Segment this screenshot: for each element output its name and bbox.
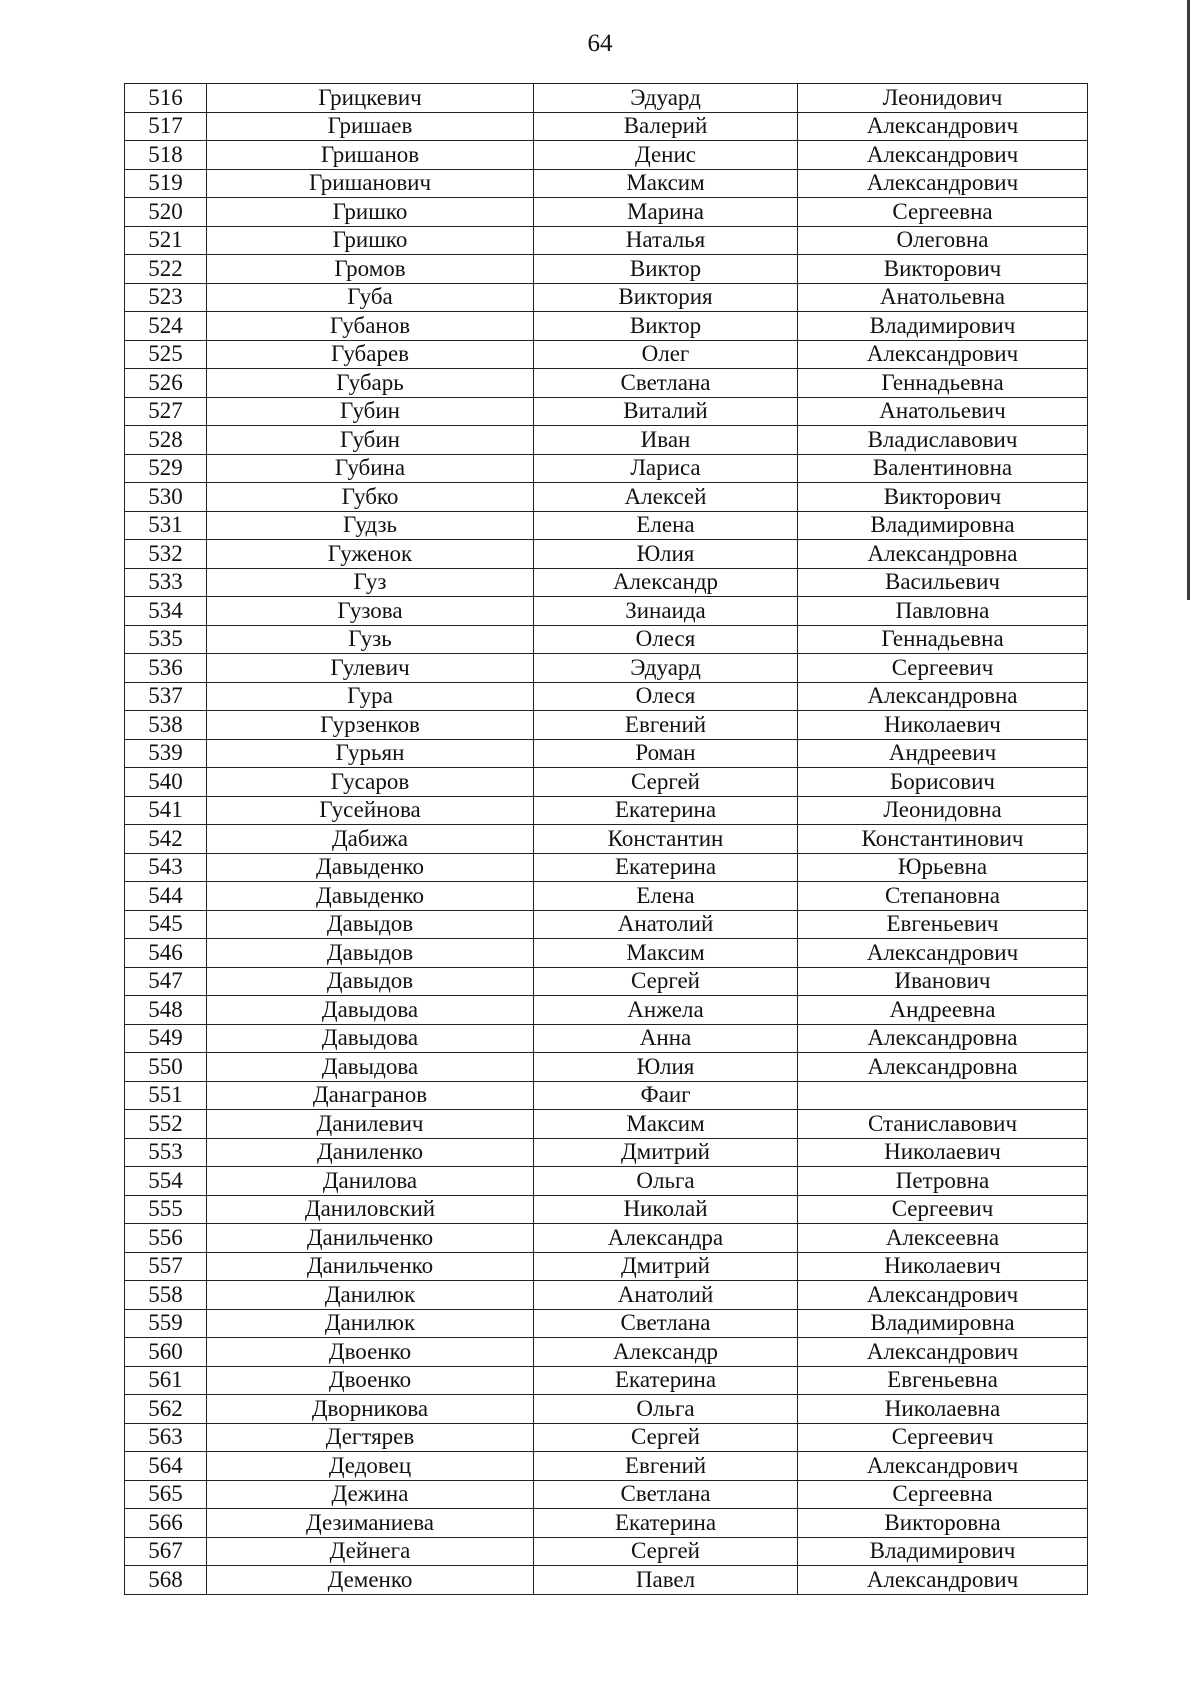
row-number-cell: 568 [125,1566,207,1595]
patronymic-cell: Сергеевич [798,1423,1088,1452]
last-name-cell: Давыдова [207,1053,534,1082]
scan-edge-line [1187,0,1190,600]
table-row [125,1167,1088,1196]
first-name-cell: Максим [534,1110,798,1139]
row-number-cell: 558 [125,1281,207,1310]
patronymic-cell: Валентиновна [798,454,1088,483]
table-row [125,1138,1088,1167]
row-number-cell: 531 [125,511,207,540]
first-name-cell: Фаиг [534,1081,798,1110]
row-number-cell: 556 [125,1224,207,1253]
first-name-cell: Александр [534,1338,798,1367]
patronymic-cell: Владиславович [798,426,1088,455]
last-name-cell: Давыдова [207,1024,534,1053]
first-name-cell: Марина [534,198,798,227]
patronymic-cell: Владимировна [798,511,1088,540]
row-number-cell: 517 [125,112,207,141]
last-name-cell: Дезиманиева [207,1509,534,1538]
names-table-body [125,84,1088,1595]
row-number-cell: 535 [125,625,207,654]
table-row [125,397,1088,426]
first-name-cell: Сергей [534,1537,798,1566]
first-name-cell: Виктор [534,312,798,341]
patronymic-cell: Константинович [798,825,1088,854]
row-number-cell: 541 [125,796,207,825]
last-name-cell: Данилюк [207,1309,534,1338]
row-number-cell: 547 [125,967,207,996]
patronymic-cell: Андреевич [798,739,1088,768]
table-row [125,1081,1088,1110]
first-name-cell: Елена [534,882,798,911]
row-number-cell: 567 [125,1537,207,1566]
last-name-cell: Давыдов [207,910,534,939]
last-name-cell: Губина [207,454,534,483]
table-row [125,369,1088,398]
patronymic-cell: Борисович [798,768,1088,797]
table-row [125,1053,1088,1082]
row-number-cell: 545 [125,910,207,939]
patronymic-cell: Леонидовна [798,796,1088,825]
first-name-cell: Ольга [534,1395,798,1424]
first-name-cell: Сергей [534,1423,798,1452]
first-name-cell: Екатерина [534,853,798,882]
table-row [125,340,1088,369]
first-name-cell: Дмитрий [534,1252,798,1281]
page-number: 64 [587,30,613,57]
patronymic-cell: Владимировна [798,1309,1088,1338]
table-row [125,226,1088,255]
patronymic-cell: Александрович [798,112,1088,141]
patronymic-cell: Александровна [798,1024,1088,1053]
patronymic-cell: Александрович [798,340,1088,369]
patronymic-cell: Сергеевич [798,654,1088,683]
last-name-cell: Гусаров [207,768,534,797]
table-row [125,84,1088,113]
table-row [125,483,1088,512]
patronymic-cell: Алексеевна [798,1224,1088,1253]
first-name-cell: Виталий [534,397,798,426]
table-row [125,141,1088,170]
row-number-cell: 554 [125,1167,207,1196]
table-row [125,1509,1088,1538]
last-name-cell: Деменко [207,1566,534,1595]
table-row [125,682,1088,711]
last-name-cell: Грицкевич [207,84,534,113]
row-number-cell: 524 [125,312,207,341]
last-name-cell: Двоенко [207,1338,534,1367]
row-number-cell: 559 [125,1309,207,1338]
table-row [125,882,1088,911]
first-name-cell: Светлана [534,1480,798,1509]
row-number-cell: 536 [125,654,207,683]
row-number-cell: 553 [125,1138,207,1167]
last-name-cell: Гришанов [207,141,534,170]
table-row [125,1309,1088,1338]
table-row [125,711,1088,740]
row-number-cell: 564 [125,1452,207,1481]
row-number-cell: 562 [125,1395,207,1424]
first-name-cell: Константин [534,825,798,854]
last-name-cell: Дедовец [207,1452,534,1481]
table-row [125,1195,1088,1224]
row-number-cell: 521 [125,226,207,255]
last-name-cell: Даниленко [207,1138,534,1167]
patronymic-cell: Сергеевна [798,1480,1088,1509]
row-number-cell: 525 [125,340,207,369]
patronymic-cell: Павловна [798,597,1088,626]
first-name-cell: Анна [534,1024,798,1053]
row-number-cell: 533 [125,568,207,597]
table-row [125,739,1088,768]
last-name-cell: Гуз [207,568,534,597]
patronymic-cell: Петровна [798,1167,1088,1196]
table-row [125,540,1088,569]
table-row [125,1480,1088,1509]
first-name-cell: Екатерина [534,796,798,825]
last-name-cell: Давыденко [207,882,534,911]
table-row [125,996,1088,1025]
last-name-cell: Громов [207,255,534,284]
first-name-cell: Анжела [534,996,798,1025]
row-number-cell: 538 [125,711,207,740]
last-name-cell: Дабижа [207,825,534,854]
patronymic-cell: Евгеньевна [798,1366,1088,1395]
table-row [125,654,1088,683]
last-name-cell: Гусейнова [207,796,534,825]
table-row [125,796,1088,825]
first-name-cell: Екатерина [534,1366,798,1395]
patronymic-cell: Сергеевна [798,198,1088,227]
last-name-cell: Гришко [207,198,534,227]
last-name-cell: Гудзь [207,511,534,540]
table-row [125,1452,1088,1481]
first-name-cell: Олег [534,340,798,369]
first-name-cell: Евгений [534,711,798,740]
first-name-cell: Виктор [534,255,798,284]
table-row [125,597,1088,626]
first-name-cell: Алексей [534,483,798,512]
row-number-cell: 563 [125,1423,207,1452]
last-name-cell: Губа [207,283,534,312]
row-number-cell: 542 [125,825,207,854]
row-number-cell: 526 [125,369,207,398]
first-name-cell: Максим [534,939,798,968]
first-name-cell: Валерий [534,112,798,141]
patronymic-cell: Александрович [798,1338,1088,1367]
last-name-cell: Губарев [207,340,534,369]
last-name-cell: Губин [207,426,534,455]
last-name-cell: Гришко [207,226,534,255]
patronymic-cell: Николаевич [798,1252,1088,1281]
row-number-cell: 532 [125,540,207,569]
row-number-cell: 528 [125,426,207,455]
patronymic-cell: Александрович [798,1566,1088,1595]
first-name-cell: Олеся [534,682,798,711]
last-name-cell: Данильченко [207,1252,534,1281]
first-name-cell: Юлия [534,1053,798,1082]
last-name-cell: Губин [207,397,534,426]
last-name-cell: Дейнега [207,1537,534,1566]
patronymic-cell: Васильевич [798,568,1088,597]
row-number-cell: 551 [125,1081,207,1110]
first-name-cell: Анатолий [534,910,798,939]
first-name-cell: Денис [534,141,798,170]
first-name-cell: Иван [534,426,798,455]
last-name-cell: Данильченко [207,1224,534,1253]
table-row [125,112,1088,141]
last-name-cell: Гулевич [207,654,534,683]
row-number-cell: 530 [125,483,207,512]
first-name-cell: Светлана [534,369,798,398]
patronymic-cell: Александрович [798,169,1088,198]
patronymic-cell: Николаевич [798,711,1088,740]
table-row [125,312,1088,341]
names-table [124,83,1088,1595]
patronymic-cell: Николаевич [798,1138,1088,1167]
row-number-cell: 540 [125,768,207,797]
first-name-cell: Эдуард [534,654,798,683]
table-row [125,511,1088,540]
table-row [125,967,1088,996]
row-number-cell: 566 [125,1509,207,1538]
first-name-cell: Александр [534,568,798,597]
table-row [125,853,1088,882]
table-row [125,255,1088,284]
patronymic-cell: Анатольевна [798,283,1088,312]
row-number-cell: 565 [125,1480,207,1509]
patronymic-cell [798,1081,1088,1110]
table-row [125,1281,1088,1310]
first-name-cell: Юлия [534,540,798,569]
first-name-cell: Виктория [534,283,798,312]
first-name-cell: Роман [534,739,798,768]
last-name-cell: Гришанович [207,169,534,198]
table-row [125,169,1088,198]
last-name-cell: Давыдов [207,967,534,996]
first-name-cell: Максим [534,169,798,198]
patronymic-cell: Владимирович [798,1537,1088,1566]
row-number-cell: 544 [125,882,207,911]
patronymic-cell: Геннадьевна [798,625,1088,654]
last-name-cell: Даниловский [207,1195,534,1224]
first-name-cell: Эдуард [534,84,798,113]
last-name-cell: Дворникова [207,1395,534,1424]
last-name-cell: Данилевич [207,1110,534,1139]
table-row [125,1537,1088,1566]
patronymic-cell: Леонидович [798,84,1088,113]
first-name-cell: Павел [534,1566,798,1595]
table-row [125,910,1088,939]
row-number-cell: 518 [125,141,207,170]
patronymic-cell: Владимирович [798,312,1088,341]
last-name-cell: Двоенко [207,1366,534,1395]
first-name-cell: Лариса [534,454,798,483]
table-row [125,1224,1088,1253]
patronymic-cell: Александровна [798,540,1088,569]
row-number-cell: 561 [125,1366,207,1395]
row-number-cell: 543 [125,853,207,882]
patronymic-cell: Александрович [798,1281,1088,1310]
patronymic-cell: Александрович [798,1452,1088,1481]
first-name-cell: Наталья [534,226,798,255]
last-name-cell: Давыденко [207,853,534,882]
table-row [125,1024,1088,1053]
table-row [125,568,1088,597]
first-name-cell: Николай [534,1195,798,1224]
table-row [125,1366,1088,1395]
row-number-cell: 560 [125,1338,207,1367]
last-name-cell: Данилюк [207,1281,534,1310]
row-number-cell: 516 [125,84,207,113]
patronymic-cell: Александровна [798,682,1088,711]
table-row [125,426,1088,455]
first-name-cell: Ольга [534,1167,798,1196]
row-number-cell: 534 [125,597,207,626]
table-row [125,454,1088,483]
row-number-cell: 539 [125,739,207,768]
last-name-cell: Гура [207,682,534,711]
table-row [125,198,1088,227]
patronymic-cell: Иванович [798,967,1088,996]
last-name-cell: Дегтярев [207,1423,534,1452]
patronymic-cell: Андреевна [798,996,1088,1025]
first-name-cell: Дмитрий [534,1138,798,1167]
last-name-cell: Гуженок [207,540,534,569]
table-row [125,1566,1088,1595]
last-name-cell: Губанов [207,312,534,341]
first-name-cell: Екатерина [534,1509,798,1538]
row-number-cell: 520 [125,198,207,227]
patronymic-cell: Александровна [798,1053,1088,1082]
first-name-cell: Евгений [534,1452,798,1481]
last-name-cell: Гузь [207,625,534,654]
patronymic-cell: Евгеньевич [798,910,1088,939]
first-name-cell: Светлана [534,1309,798,1338]
last-name-cell: Давыдова [207,996,534,1025]
patronymic-cell: Александрович [798,939,1088,968]
patronymic-cell: Геннадьевна [798,369,1088,398]
table-row [125,825,1088,854]
patronymic-cell: Александрович [798,141,1088,170]
first-name-cell: Олеся [534,625,798,654]
row-number-cell: 557 [125,1252,207,1281]
last-name-cell: Губарь [207,369,534,398]
row-number-cell: 549 [125,1024,207,1053]
table-row [125,939,1088,968]
table-row [125,1252,1088,1281]
patronymic-cell: Анатольевич [798,397,1088,426]
first-name-cell: Александра [534,1224,798,1253]
patronymic-cell: Юрьевна [798,853,1088,882]
patronymic-cell: Викторовна [798,1509,1088,1538]
last-name-cell: Губко [207,483,534,512]
last-name-cell: Гузова [207,597,534,626]
row-number-cell: 550 [125,1053,207,1082]
last-name-cell: Давыдов [207,939,534,968]
table-row [125,283,1088,312]
last-name-cell: Данагранов [207,1081,534,1110]
first-name-cell: Зинаида [534,597,798,626]
first-name-cell: Сергей [534,768,798,797]
row-number-cell: 555 [125,1195,207,1224]
row-number-cell: 548 [125,996,207,1025]
row-number-cell: 546 [125,939,207,968]
table-row [125,1338,1088,1367]
row-number-cell: 522 [125,255,207,284]
last-name-cell: Дежина [207,1480,534,1509]
last-name-cell: Гришаев [207,112,534,141]
first-name-cell: Анатолий [534,1281,798,1310]
row-number-cell: 552 [125,1110,207,1139]
patronymic-cell: Сергеевич [798,1195,1088,1224]
first-name-cell: Елена [534,511,798,540]
table-row [125,1395,1088,1424]
row-number-cell: 519 [125,169,207,198]
patronymic-cell: Степановна [798,882,1088,911]
row-number-cell: 537 [125,682,207,711]
patronymic-cell: Олеговна [798,226,1088,255]
row-number-cell: 523 [125,283,207,312]
table-row [125,1423,1088,1452]
last-name-cell: Гурзенков [207,711,534,740]
patronymic-cell: Викторович [798,483,1088,512]
patronymic-cell: Викторович [798,255,1088,284]
table-row [125,768,1088,797]
last-name-cell: Данилова [207,1167,534,1196]
first-name-cell: Сергей [534,967,798,996]
row-number-cell: 529 [125,454,207,483]
patronymic-cell: Николаевна [798,1395,1088,1424]
table-row [125,625,1088,654]
table-row [125,1110,1088,1139]
last-name-cell: Гурьян [207,739,534,768]
patronymic-cell: Станиславович [798,1110,1088,1139]
row-number-cell: 527 [125,397,207,426]
